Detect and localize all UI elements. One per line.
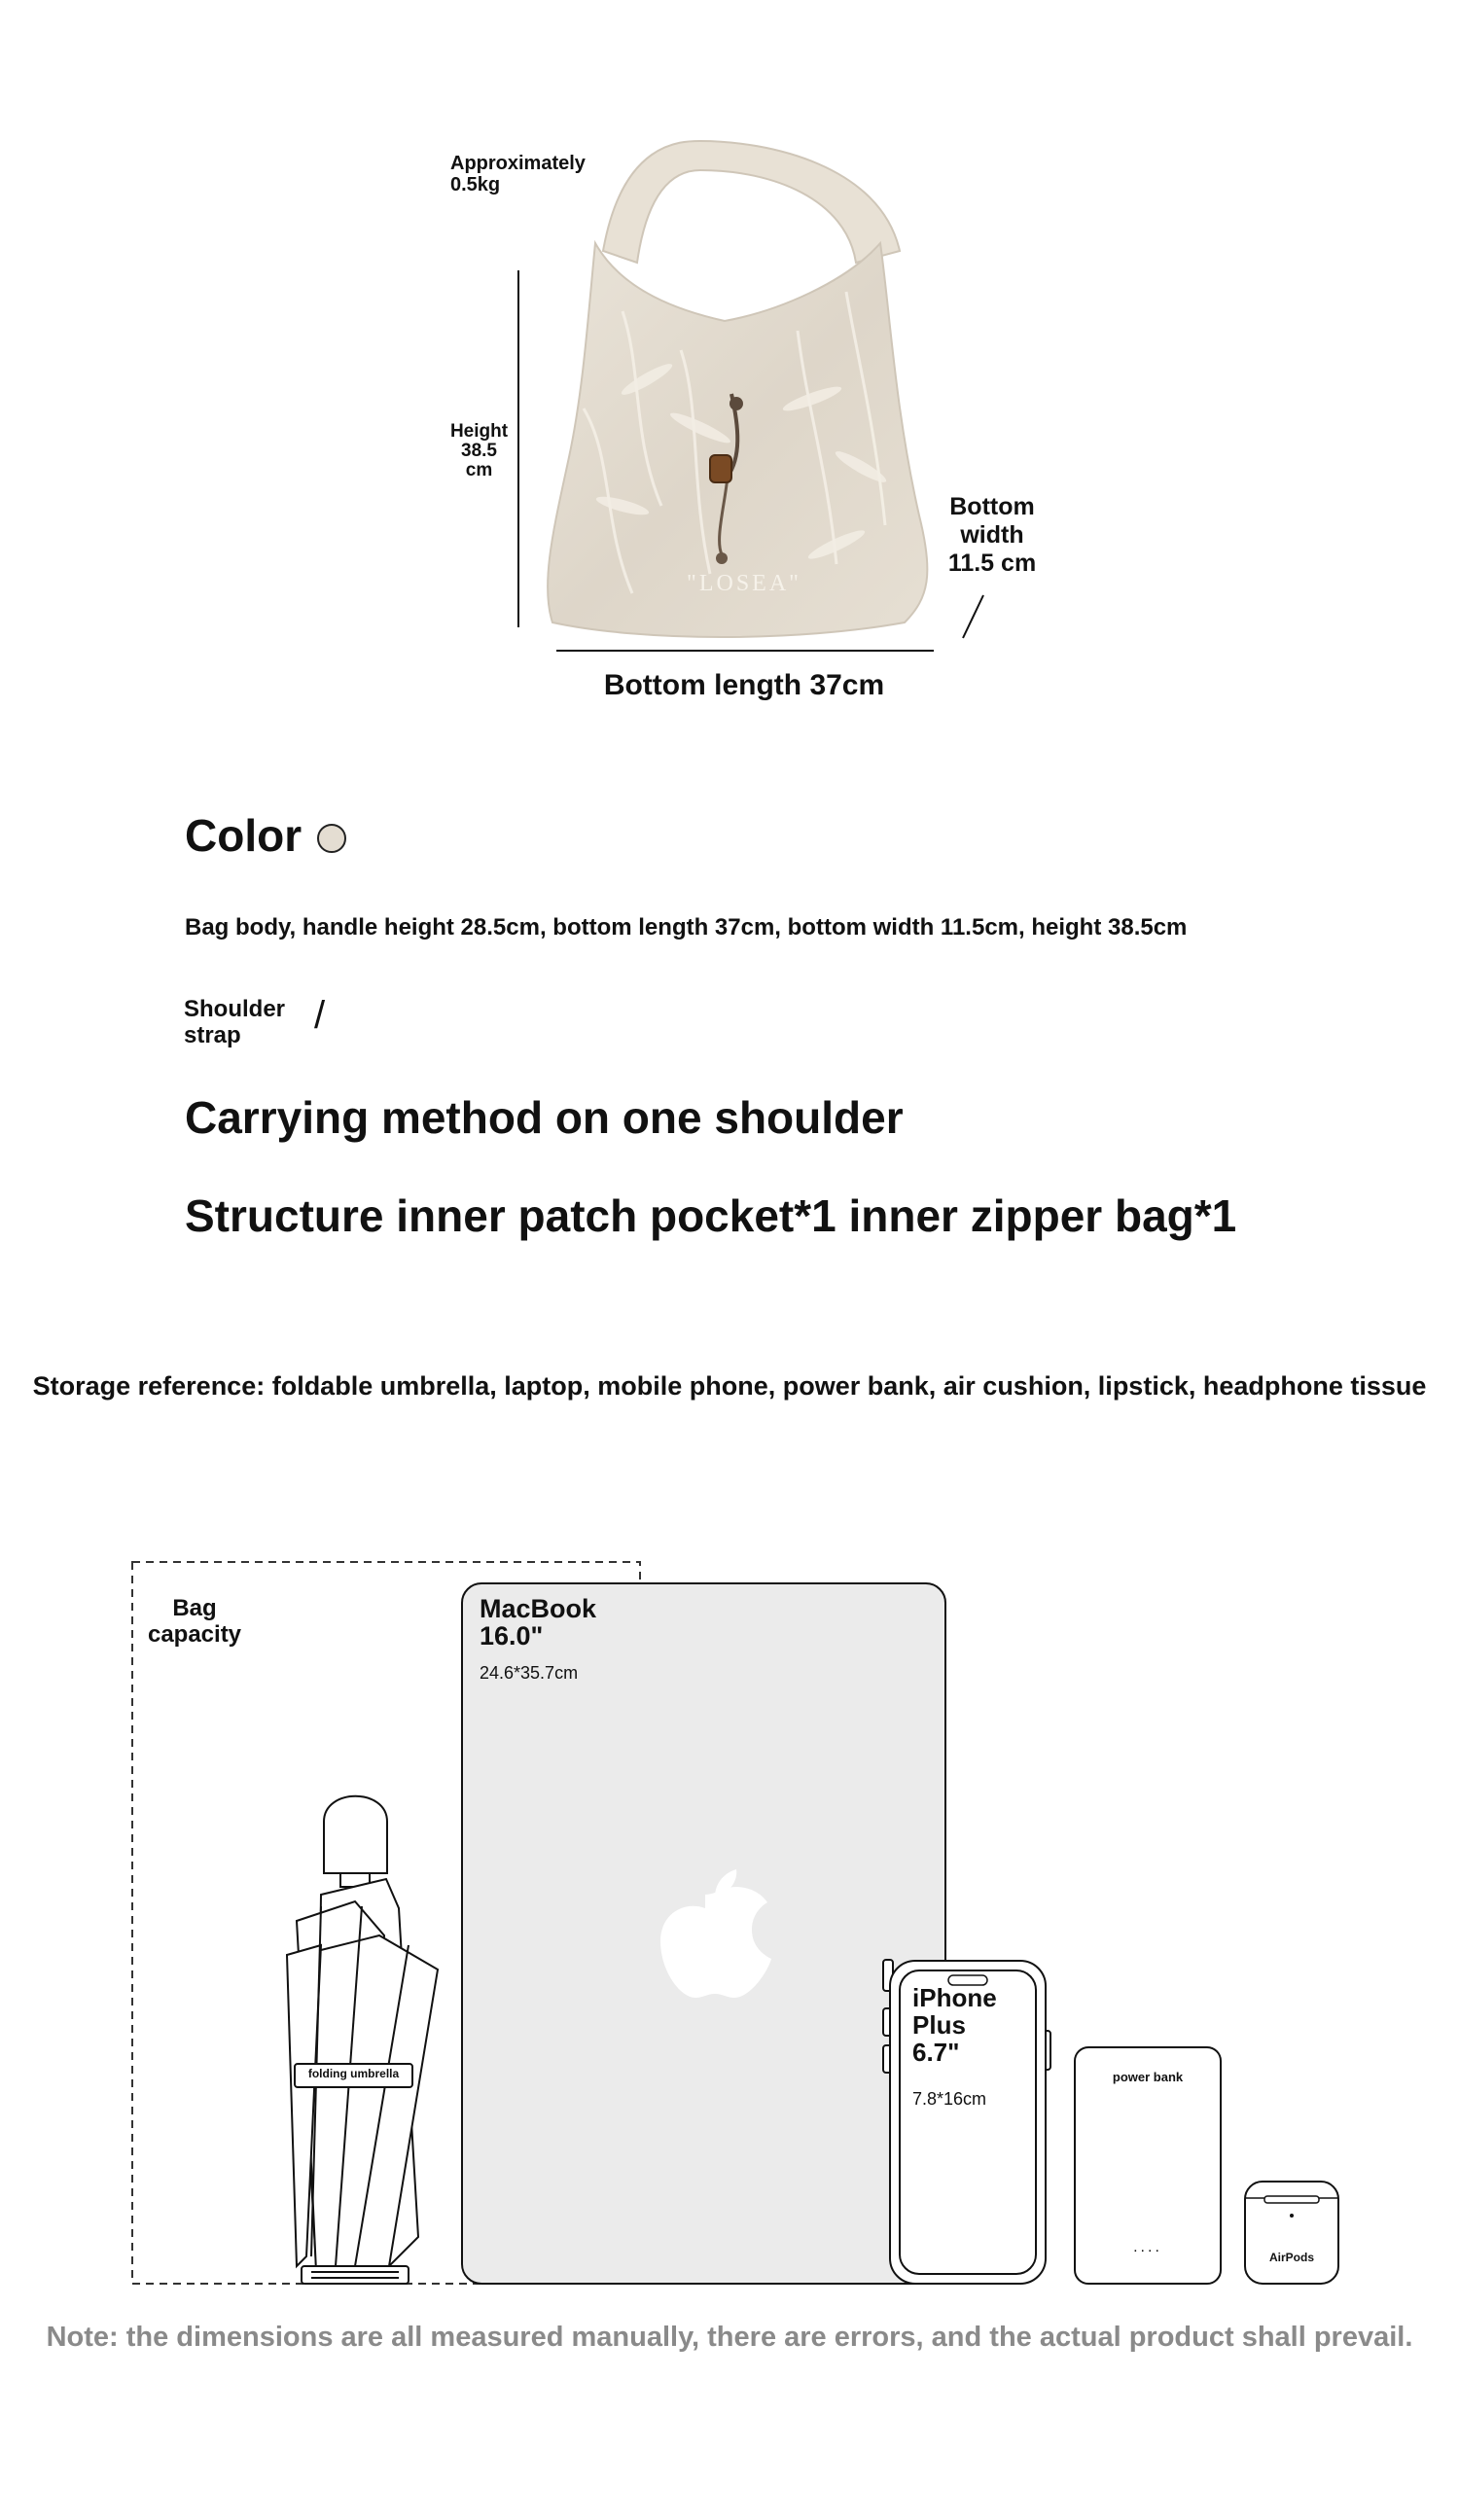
bag-logo-text: "LOSEA" <box>687 571 801 596</box>
bag-image <box>548 141 927 637</box>
power-bank-dots: .... <box>1133 2239 1162 2255</box>
macbook-shape <box>462 1583 945 2284</box>
airpods-label: AirPods <box>1268 2251 1314 2264</box>
disclaimer-note: Note: the dimensions are all measured manually, there are errors, and the actual product shall prevail. <box>46 2322 1413 2353</box>
iphone-name: iPhone Plus 6.7" <box>912 1983 997 2067</box>
airpods-shape <box>1245 2182 1338 2284</box>
color-heading: Color <box>185 810 302 861</box>
umbrella-label: folding umbrella <box>307 2067 400 2080</box>
weight-label: Approximately 0.5kg <box>450 153 586 195</box>
bottom-width-label: Bottom width 11.5 cm <box>947 493 1037 577</box>
macbook-name: MacBook 16.0" <box>480 1594 597 1650</box>
bag-capacity-label: Bag capacity <box>141 1595 248 1648</box>
iphone-size: 7.8*16cm <box>912 2089 987 2109</box>
umbrella-shape <box>287 1796 438 2284</box>
macbook-size: 24.6*35.7cm <box>480 1663 579 1683</box>
storage-reference: Storage reference: foldable umbrella, laptop, mobile phone, power bank, air cushion, lipstick, headphone tissue <box>32 1371 1427 1401</box>
shoulder-strap-value: / <box>314 994 326 1037</box>
height-label: Height 38.5 cm <box>449 421 509 480</box>
structure-text: Structure inner patch pocket*1 inner zipper bag*1 <box>185 1190 1237 1241</box>
spec-line: Bag body, handle height 28.5cm, bottom length 37cm, bottom width 11.5cm, height 38.5cm <box>185 914 1188 941</box>
bottom-length-label: Bottom length 37cm <box>603 669 885 701</box>
color-swatch <box>318 825 345 852</box>
power-bank-label: power bank <box>1112 2070 1184 2084</box>
width-line <box>963 595 983 638</box>
shoulder-strap-label: Shoulder strap <box>184 996 286 1048</box>
carrying-method: Carrying method on one shoulder <box>185 1092 904 1143</box>
